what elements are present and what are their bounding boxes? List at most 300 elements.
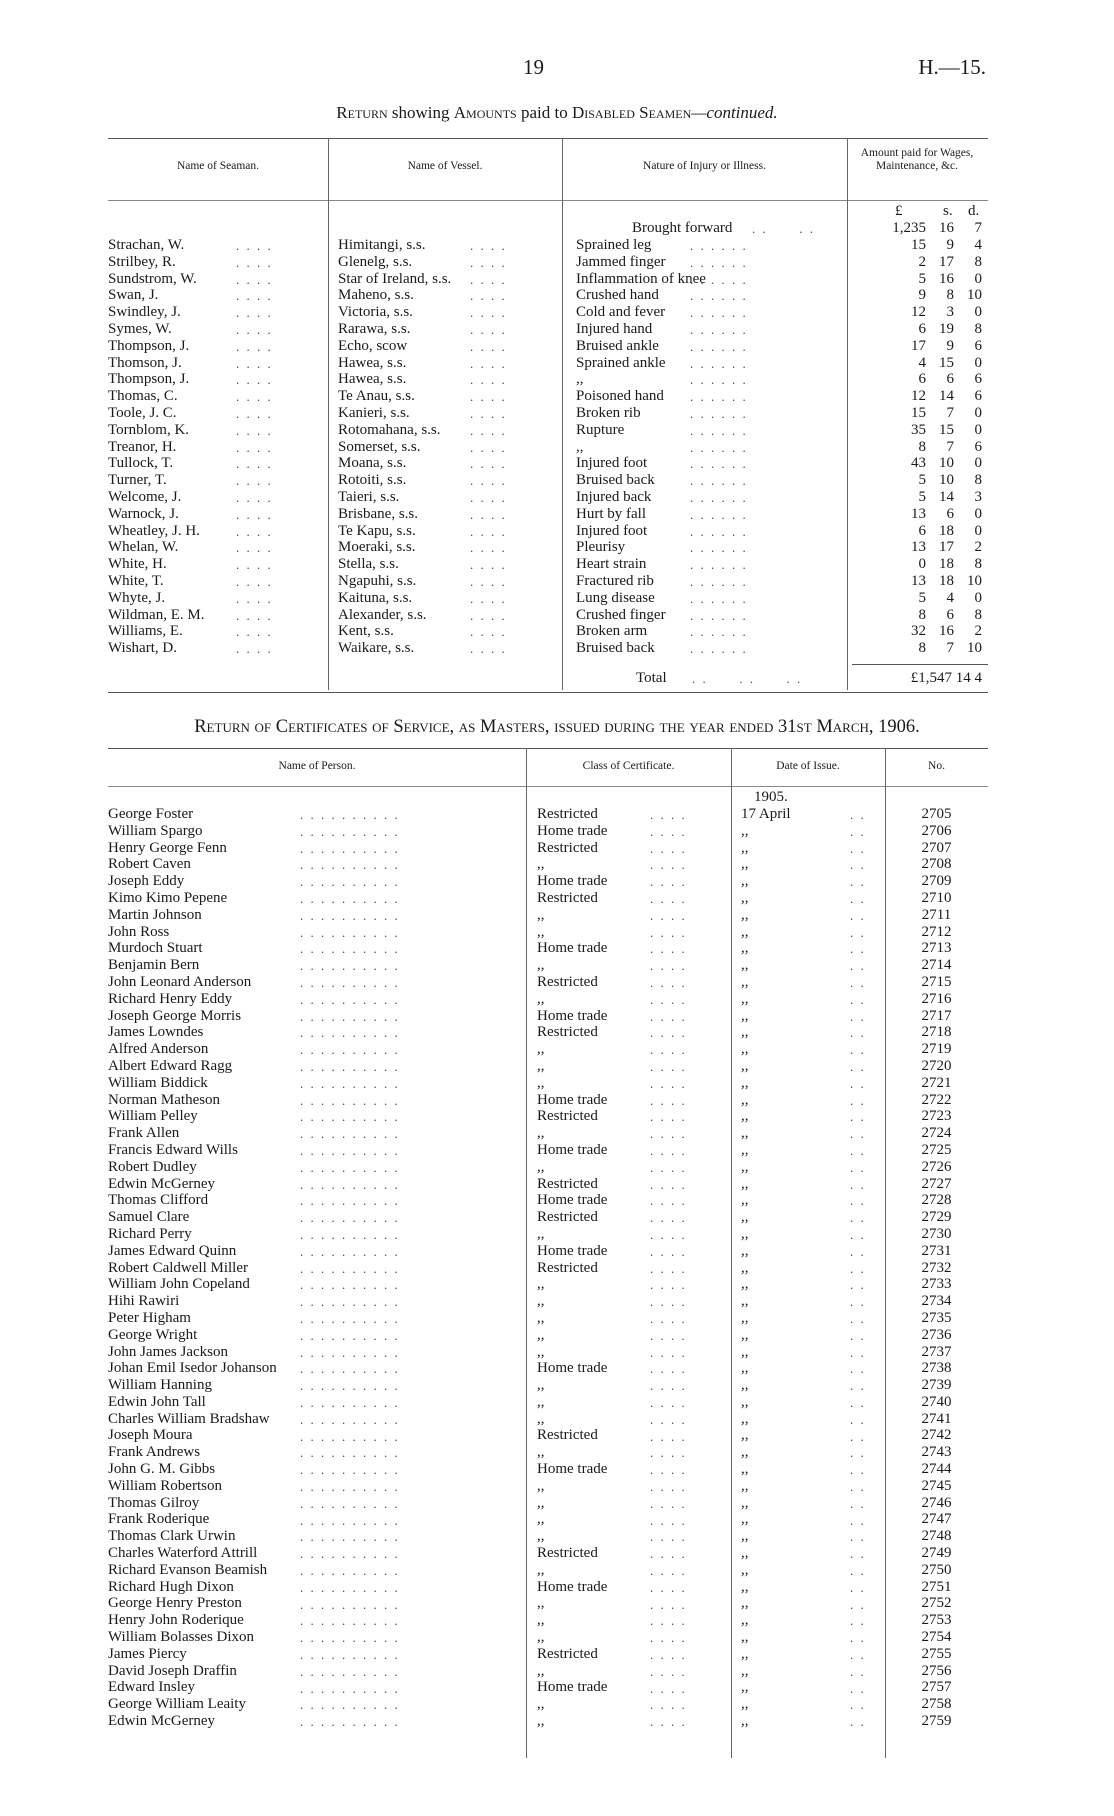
issue-date: ,, (741, 1461, 749, 1478)
leader-dots: . . (850, 1193, 866, 1209)
col-header-name-of-seaman: Name of Seaman. (176, 160, 260, 172)
table2-top-rule (108, 748, 988, 749)
issue-date: ,, (741, 1125, 749, 1142)
table2-title: Return of Certificates of Service, as Masters, issued during the year ended 31st March, 1906. (194, 717, 920, 737)
leader-dots: . . . . (650, 1227, 687, 1242)
certificate-class: Home trade (537, 1007, 608, 1024)
issue-date: ,, (741, 1326, 749, 1343)
leader-dots: . . . . . . . . . . (300, 1428, 400, 1444)
leader-dots: . . . . (650, 1260, 687, 1276)
amount-pence: 0 (974, 421, 982, 438)
leader-dots: . . . . (470, 574, 507, 589)
t1-col-shillings (930, 237, 954, 657)
amount-shillings: 3 (946, 304, 954, 321)
leader-dots: . . (850, 1378, 866, 1394)
leader-dots: . . (850, 1411, 866, 1427)
table2-header-rule (108, 786, 988, 787)
certificate-class: Restricted (537, 1108, 598, 1125)
certificate-class: Home trade (537, 940, 608, 957)
leader-dots: . . . . . . . . . . (300, 1445, 400, 1461)
seaman-name: Swan, J. (108, 287, 159, 304)
person-name: Peter Higham (108, 1309, 191, 1326)
issue-date: ,, (741, 1477, 749, 1494)
leader-dots: . . (850, 991, 866, 1007)
certificate-class: Restricted (537, 1427, 598, 1444)
leader-dots: . . . . . . . . . . (300, 1227, 400, 1242)
amount-pence: 10 (967, 572, 982, 589)
leader-dots: . . . . (650, 1008, 687, 1024)
certificate-class: ,, (537, 1293, 545, 1310)
leader-dots: . . . . . . . . . . (300, 1092, 400, 1108)
amount-shillings: 17 (939, 253, 954, 270)
leader-dots: . . (850, 1462, 866, 1478)
amount-shillings: 10 (939, 472, 954, 489)
leader-dots: . . (850, 1663, 866, 1679)
person-name: George Henry Preston (108, 1595, 242, 1612)
seaman-name: Strachan, W. (108, 237, 185, 253)
issue-date: ,, (741, 1024, 749, 1041)
issue-date: ,, (741, 1041, 749, 1058)
col-header-class-of-certificate: Class of Certificate. (582, 760, 675, 772)
leader-dots: . . (850, 1697, 866, 1713)
certificate-class: ,, (537, 906, 545, 923)
leader-dots: . . . . (650, 891, 687, 906)
certificate-number: 2714 (921, 957, 952, 974)
leader-dots: . . . . (650, 1176, 687, 1192)
certificate-class: Home trade (537, 1192, 608, 1209)
amount-shillings: 18 (939, 522, 954, 539)
leader-dots: . . (850, 924, 866, 940)
injury-description: Injured foot (576, 522, 648, 539)
amount-pence: 8 (974, 320, 982, 337)
certificate-number: 2737 (921, 1343, 952, 1360)
leader-dots: . . . . . . (690, 338, 748, 354)
amount-shillings: 6 (946, 606, 954, 623)
leader-dots: . . . . . . (690, 557, 748, 573)
issue-date: ,, (741, 1545, 749, 1562)
table1-bottom-rule (108, 692, 988, 693)
leader-dots: . . (850, 1512, 866, 1528)
leader-dots: . . (850, 1294, 866, 1310)
seaman-name: Tornblom, K. (108, 421, 190, 438)
amount-pounds: 5 (918, 270, 926, 287)
leader-dots: . . . . (650, 1143, 687, 1158)
certificate-class: ,, (537, 957, 545, 974)
leader-dots: . . . . . . . . . . (300, 1210, 400, 1226)
amount-shillings: 14 (939, 488, 954, 505)
leader-dots: . . . . (650, 1428, 687, 1444)
leader-dots: . . . . (650, 1630, 687, 1646)
leader-dots: . . . . (236, 523, 273, 539)
issue-date: ,, (741, 1343, 749, 1360)
person-name: John James Jackson (108, 1343, 228, 1360)
certificate-class: Home trade (537, 1679, 608, 1696)
certificate-number: 2715 (921, 973, 952, 990)
t1-col-pounds (858, 237, 926, 657)
leader-dots: . . (850, 1243, 866, 1259)
leader-dots: . . . . . . . . . . (300, 1714, 400, 1730)
vessel-name: Moeraki, s.s. (338, 539, 416, 556)
leader-dots: . . (850, 1479, 866, 1494)
leader-dots: . . (850, 1395, 866, 1410)
person-name: Norman Matheson (108, 1091, 221, 1108)
leader-dots: . . (850, 1529, 866, 1545)
amount-pence: 8 (974, 253, 982, 270)
amount-shillings: 4 (946, 589, 954, 606)
leader-dots: . . (850, 1210, 866, 1226)
amount-pounds: 0 (918, 556, 926, 573)
amount-pence: 0 (974, 589, 982, 606)
leader-dots: . . . . (650, 1613, 687, 1629)
leader-dots: . . . . (236, 506, 273, 522)
leader-dots: . . . . . . . . . . (300, 1613, 400, 1629)
certificate-number: 2713 (921, 940, 952, 957)
brought-forward-label: Brought forward (632, 220, 733, 236)
certificate-class: ,, (537, 1041, 545, 1058)
leader-dots: . . (850, 1311, 866, 1326)
leader-dots: . . . . (470, 389, 507, 405)
leader-dots: . . (850, 1008, 866, 1024)
leader-dots: . . . . . . . . . . (300, 924, 400, 940)
certificate-number: 2712 (921, 923, 952, 940)
issue-date: ,, (741, 1662, 749, 1679)
leader-dots: . . . . . . (690, 624, 748, 640)
certificate-class: ,, (537, 1326, 545, 1343)
leader-dots: . . . . (650, 991, 687, 1007)
certificate-number: 2757 (921, 1679, 952, 1696)
certificate-number: 2710 (921, 889, 952, 906)
certificate-class: ,, (537, 1713, 545, 1730)
certificate-number: 2741 (921, 1410, 952, 1427)
leader-dots: . . . . . . (690, 540, 748, 556)
leader-dots: . . (850, 891, 866, 906)
leader-dots: . . . . . . . . . . (300, 1663, 400, 1679)
leader-dots: . . . . (650, 1193, 687, 1209)
leader-dots: . . . . . . . . . . (300, 1411, 400, 1427)
leader-dots: . . . . (470, 624, 507, 640)
vessel-name: Ngapuhi, s.s. (338, 572, 417, 589)
issue-date: ,, (741, 1561, 749, 1578)
leader-dots: . . . . . . . . . . (300, 1327, 400, 1343)
leader-dots: . . . . . . (690, 305, 748, 321)
certificate-number: 2734 (921, 1293, 952, 1310)
certificate-class: ,, (537, 1696, 545, 1713)
col-header-name-of-vessel: Name of Vessel. (407, 160, 483, 172)
leader-dots: . . . . (236, 540, 273, 556)
person-name: Frank Andrews (108, 1444, 201, 1461)
leader-dots: . . . . (650, 1109, 687, 1125)
amount-pence: 8 (974, 472, 982, 489)
leader-dots: . . (850, 1495, 866, 1511)
person-name: Edwin McGerney (108, 1713, 216, 1730)
leader-dots: . . . . (236, 574, 273, 589)
seaman-name: Tullock, T. (108, 455, 174, 472)
issue-date: ,, (741, 906, 749, 923)
amount-pence: 0 (974, 354, 982, 371)
leader-dots: . . . . . . (690, 372, 748, 388)
leader-dots: . . . . (236, 238, 273, 253)
person-name: Robert Caldwell Miller (108, 1259, 248, 1276)
leader-dots: . . . . (470, 590, 507, 606)
leader-dots: . . (850, 1042, 866, 1058)
person-name: Samuel Clare (108, 1209, 190, 1226)
certificate-number: 2725 (921, 1141, 952, 1158)
certificate-number: 2708 (921, 856, 952, 873)
leader-dots: . . . . . . . . . . (300, 1546, 400, 1562)
leader-dots: . . (850, 1327, 866, 1343)
vessel-name: Moana, s.s. (338, 455, 407, 472)
amount-shillings: 18 (939, 556, 954, 573)
leader-dots: . . . . (470, 540, 507, 556)
certificate-number: 2759 (921, 1713, 952, 1730)
t1-col-pence (958, 237, 982, 657)
certificate-class: ,, (537, 1158, 545, 1175)
leader-dots: . . . . (236, 473, 273, 489)
leader-dots: . . . . (650, 1647, 687, 1662)
seaman-name: Thomson, J. (108, 354, 182, 371)
vessel-name: Kanieri, s.s. (338, 404, 410, 421)
leader-dots: . . . . (236, 607, 273, 623)
col-header-no: No. (928, 760, 945, 772)
leader-dots: . . (850, 1361, 866, 1377)
issue-date: ,, (741, 1713, 749, 1730)
table2-vline (526, 748, 527, 1758)
amount-shillings: 15 (939, 421, 954, 438)
issue-date: ,, (741, 856, 749, 873)
leader-dots: . . . . (470, 641, 507, 657)
certificate-number: 2733 (921, 1276, 952, 1293)
leader-dots: . . (850, 975, 866, 990)
person-name: Benjamin Bern (108, 957, 200, 974)
leader-dots: . . (850, 1075, 866, 1091)
certificate-class: Restricted (537, 1024, 598, 1041)
seaman-name: Thompson, J. (108, 337, 190, 354)
col-header-name-of-person: Name of Person. (278, 760, 356, 772)
vessel-name: Rarawa, s.s. (338, 320, 411, 337)
certificate-class: Home trade (537, 1242, 608, 1259)
certificate-number: 2709 (921, 873, 952, 890)
leader-dots: . . . . . . . . . . (300, 857, 400, 873)
vessel-name: Rotoiti, s.s. (338, 472, 407, 489)
leader-dots: . . . . . . (690, 473, 748, 489)
leader-dots: . . . . . . . . . . (300, 1395, 400, 1410)
leader-dots: . . . . (470, 322, 507, 337)
amount-pounds: 13 (911, 505, 926, 522)
leader-dots: . . . . (650, 1546, 687, 1562)
certificate-number: 2719 (921, 1041, 952, 1058)
person-name: Thomas Clifford (108, 1192, 209, 1209)
vessel-name: Alexander, s.s. (338, 606, 427, 623)
col-header-date-of-issue: Date of Issue. (776, 760, 840, 772)
leader-dots: . . . . . . . . . . (300, 1008, 400, 1024)
injury-description: Sprained leg (576, 237, 652, 253)
certificate-class: Restricted (537, 889, 598, 906)
leader-dots: . . . . . . . . . . (300, 907, 400, 923)
dots: . . . . . . (692, 671, 803, 686)
leader-dots: . . . . . . (690, 389, 748, 405)
amount-pence: 0 (974, 505, 982, 522)
certificate-number: 2727 (921, 1175, 952, 1192)
person-name: George Foster (108, 806, 194, 822)
vessel-name: Te Kapu, s.s. (338, 522, 416, 539)
amount-pounds: 13 (911, 572, 926, 589)
leader-dots: . . (850, 1596, 866, 1612)
amount-pounds: 15 (911, 237, 926, 253)
person-name: Frank Allen (108, 1125, 180, 1142)
injury-description: Fractured rib (576, 572, 654, 589)
amount-shillings: 15 (939, 354, 954, 371)
amount-pounds: 8 (918, 438, 926, 455)
leader-dots: . . . . (650, 1361, 687, 1377)
certificate-number: 2750 (921, 1561, 952, 1578)
col-header-amount-paid: Amount paid for Wages, Maintenance, &c. (860, 147, 974, 172)
leader-dots: . . . . . . . . . . (300, 1697, 400, 1713)
person-name: George William Leaity (108, 1696, 246, 1713)
injury-description: Lung disease (576, 589, 655, 606)
certificate-class: ,, (537, 1377, 545, 1394)
leader-dots: . . . . . . (690, 439, 748, 455)
certificate-class: Home trade (537, 873, 608, 890)
amount-pounds: 4 (918, 354, 926, 371)
amount-shillings: 14 (939, 388, 954, 405)
vessel-name: Taieri, s.s. (338, 488, 400, 505)
leader-dots: . . . . . . . . . . (300, 1260, 400, 1276)
certificate-number: 2729 (921, 1209, 952, 1226)
certificate-number: 2745 (921, 1477, 952, 1494)
issue-date: ,, (741, 1629, 749, 1646)
certificate-number: 2728 (921, 1192, 952, 1209)
issue-date: ,, (741, 1175, 749, 1192)
leader-dots: . . . . (650, 1680, 687, 1696)
leader-dots: . . . . (470, 490, 507, 505)
leader-dots: . . (850, 1126, 866, 1142)
leader-dots: . . (850, 807, 866, 822)
certificate-class: Home trade (537, 1141, 608, 1158)
leader-dots: . . . . . . . . . . (300, 1512, 400, 1528)
certificate-number: 2706 (921, 822, 952, 839)
issue-date: ,, (741, 1276, 749, 1293)
vessel-name: Himitangi, s.s. (338, 237, 426, 253)
amount-shillings: 9 (946, 337, 954, 354)
leader-dots: . . . . (650, 1663, 687, 1679)
seaman-name: Whyte, J. (108, 589, 166, 606)
amount-pounds: 5 (918, 488, 926, 505)
leader-dots: . . . . (650, 857, 687, 873)
certificate-class: ,, (537, 990, 545, 1007)
injury-description: Injured back (576, 488, 652, 505)
leader-dots: . . . . . . . . . . (300, 1025, 400, 1041)
person-name: Charles Waterford Attrill (108, 1545, 258, 1562)
seaman-name: Strilbey, R. (108, 253, 176, 270)
issue-date: ,, (741, 1007, 749, 1024)
amount-shillings: 6 (946, 371, 954, 388)
person-name: Johan Emil Isedor Johanson (108, 1360, 277, 1377)
leader-dots: . . . . . . (690, 490, 748, 505)
leader-dots: . . . . . . . . . . (300, 1361, 400, 1377)
injury-description: Inflammation of knee (576, 270, 706, 287)
leader-dots: . . . . . . . . . . (300, 1243, 400, 1259)
leader-dots: . . . . (650, 1327, 687, 1343)
leader-dots: . . . . . . . . . . (300, 1495, 400, 1511)
leader-dots: . . . . (236, 254, 273, 270)
issue-date: ,, (741, 1494, 749, 1511)
leader-dots: . . . . (650, 1395, 687, 1410)
leader-dots: . . . . . . (690, 288, 748, 304)
table1-top-rule (108, 138, 988, 139)
certificate-class: ,, (537, 1074, 545, 1091)
person-name: Murdoch Stuart (108, 940, 203, 957)
leader-dots: . . . . . . (690, 422, 748, 438)
person-name: Richard Henry Eddy (108, 990, 233, 1007)
leader-dots: . . . . (650, 1445, 687, 1461)
injury-description: Rupture (576, 421, 625, 438)
vessel-name: Echo, scow (338, 337, 408, 354)
leader-dots: . . (850, 1546, 866, 1562)
leader-dots: . . . . (650, 1596, 687, 1612)
t2-col-no (885, 806, 988, 1730)
leader-dots: . . . . . . . . . . (300, 1075, 400, 1091)
vessel-name: Hawea, s.s. (338, 354, 407, 371)
amount-pounds: 15 (911, 404, 926, 421)
leader-dots: . . . . . . . . . . (300, 1042, 400, 1058)
amount-pounds: 6 (918, 320, 926, 337)
leader-dots: . . . . (650, 1059, 687, 1074)
amount-pence: 10 (967, 640, 982, 657)
leader-dots: . . . . (236, 422, 273, 438)
leader-dots: . . . . . . . . . . (300, 1294, 400, 1310)
amount-shillings: 19 (939, 320, 954, 337)
leader-dots: . . . . (650, 807, 687, 822)
person-name: Edwin John Tall (108, 1393, 206, 1410)
leader-dots: . . (850, 1563, 866, 1578)
leader-dots: . . (850, 1714, 866, 1730)
leader-dots: . . . . . . (690, 406, 748, 421)
injury-description: Cold and fever (576, 304, 666, 321)
issue-date: ,, (741, 1528, 749, 1545)
injury-description: Broken rib (576, 404, 641, 421)
certificate-class: Home trade (537, 1461, 608, 1478)
seaman-name: Wildman, E. M. (108, 606, 205, 623)
certificate-class: ,, (537, 923, 545, 940)
certificate-number: 2748 (921, 1528, 952, 1545)
person-name: Richard Perry (108, 1225, 192, 1242)
amount-pence: 6 (974, 388, 982, 405)
seaman-name: Swindley, J. (108, 304, 181, 321)
leader-dots: . . . . (236, 389, 273, 405)
brought-forward-pounds: 1,235 (892, 220, 926, 236)
person-name: Thomas Clark Urwin (108, 1528, 236, 1545)
seaman-name: Williams, E. (108, 623, 183, 640)
certificate-class: ,, (537, 1309, 545, 1326)
certificate-number: 2718 (921, 1024, 952, 1041)
t2-col-class (537, 806, 729, 1730)
leader-dots: . . . . . . . . . . (300, 1647, 400, 1662)
amount-pence: 4 (974, 237, 982, 253)
certificate-number: 2743 (921, 1444, 952, 1461)
certificate-class: ,, (537, 1276, 545, 1293)
amount-pence: 2 (974, 623, 982, 640)
amount-shillings: 6 (946, 505, 954, 522)
person-name: John Leonard Anderson (108, 973, 252, 990)
leader-dots: . . . . (650, 874, 687, 890)
certificate-number: 2723 (921, 1108, 952, 1125)
issue-date: ,, (741, 873, 749, 890)
leader-dots: . . . . (236, 288, 273, 304)
person-name: Henry George Fenn (108, 839, 227, 856)
person-name: William Spargo (108, 822, 203, 839)
certificate-number: 2740 (921, 1393, 952, 1410)
leader-dots: . . . . (650, 1075, 687, 1091)
